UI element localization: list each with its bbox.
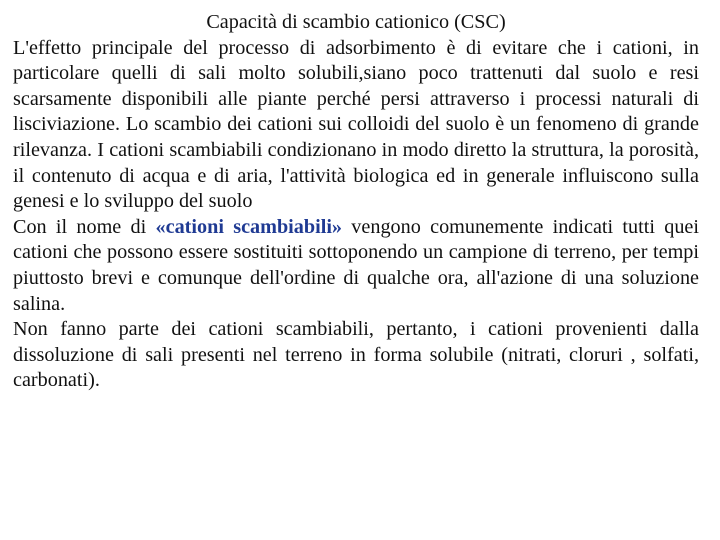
paragraph-text-before: Con il nome di <box>13 215 156 238</box>
highlighted-term: «cationi scambiabili» <box>155 215 343 238</box>
slide-title: Capacità di scambio cationico (CSC) <box>206 11 506 33</box>
paragraph-soluble-salts: Non fanno parte dei cationi scambiabili, pertanto, i cationi provenienti dalla dissoluzione di sali presenti nel terreno in forma solubile (nitrati, cloruri , solfati, carbonati). <box>13 318 699 392</box>
paragraph-adsorption: L'effetto principale del processo di adsorbimento è di evitare che i cationi, in particolare quelli di sali molto solubili,siano poco trattenuti dal suolo e resi scarsamente disponibili alle piante perché persi attraverso i processi naturali di lisciviazione. Lo scambio dei cationi sui colloidi del suolo è un fenomeno di grande rilevanza. I cationi scambiabili condizionano in modo diretto la struttura, la porosità, il contenuto di acqua e di aria, l'attività biologica ed in generale influiscono sulla genesi e lo sviluppo del suolo <box>13 36 699 213</box>
slide-content <box>13 10 699 394</box>
paragraph-text-after: vengono comunemente indicati tutti quei cationi che possono essere sostituiti sottoponendo un campione di terreno, per tempi piuttosto brevi e comunque dell'ordine di qualche ora, all'azione di una soluzione salina. <box>13 215 699 315</box>
paragraph-exchangeable-cations <box>13 215 699 317</box>
